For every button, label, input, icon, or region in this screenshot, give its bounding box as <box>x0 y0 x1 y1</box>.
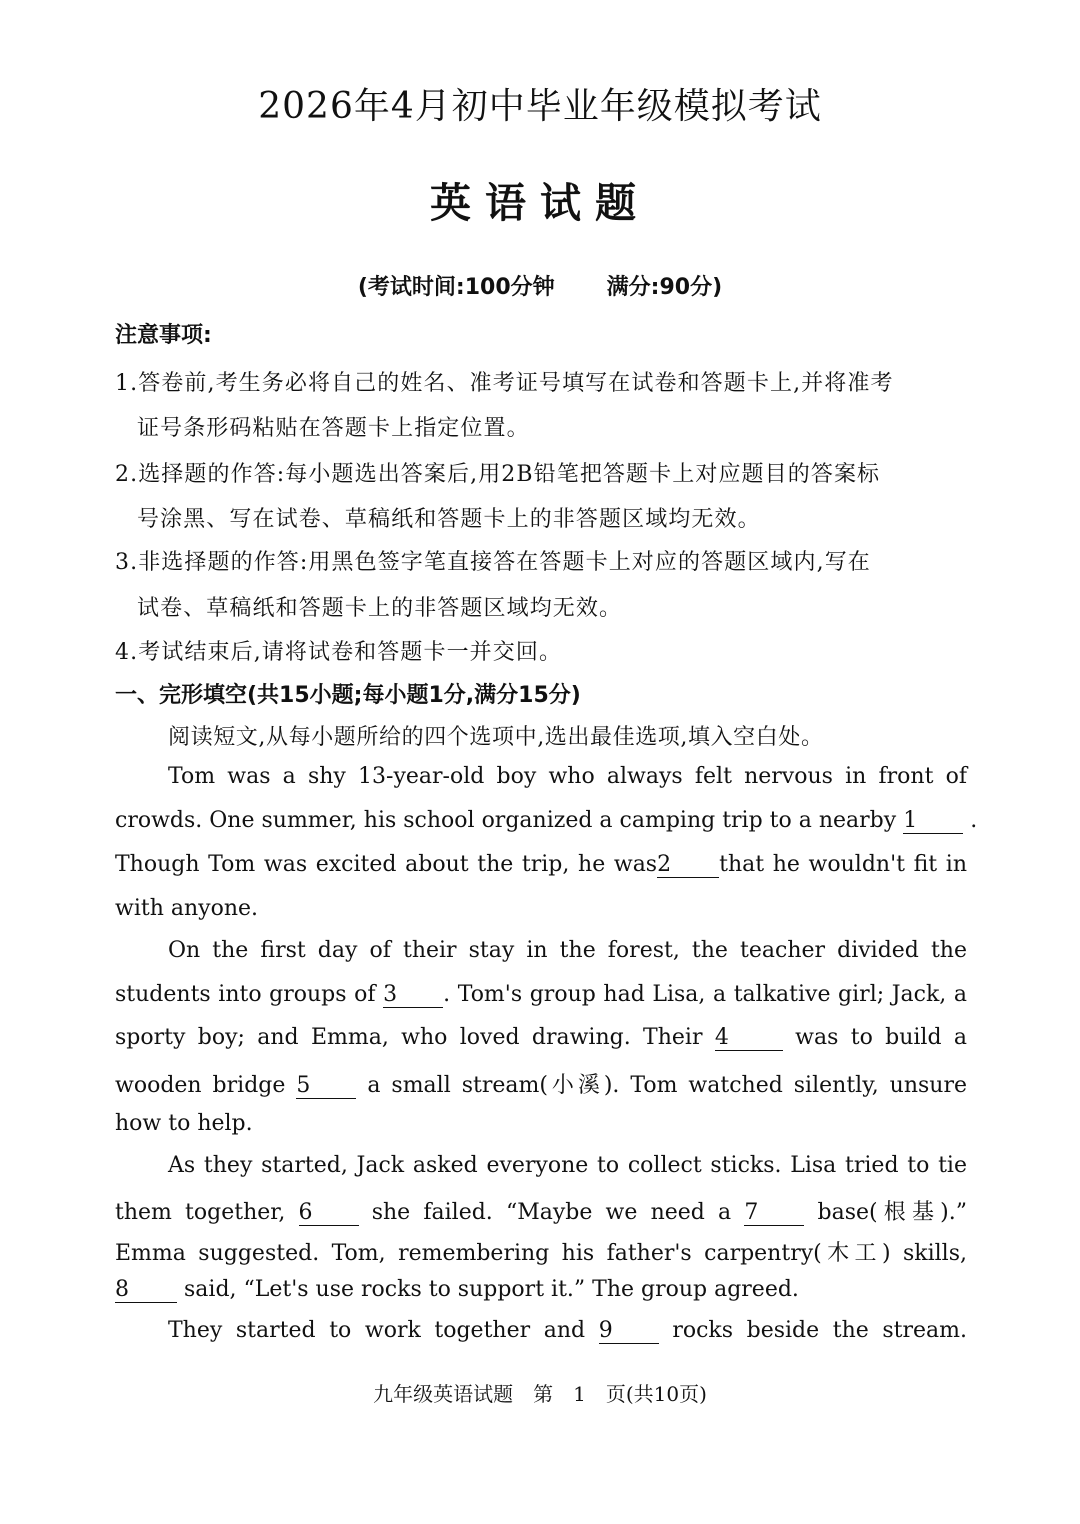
notice-item-1-cont: 证号条形码粘贴在答题卡上指定位置。 <box>137 416 530 441</box>
page-footer: 九年级英语试题 第 1 页(共10页) <box>373 1382 707 1406</box>
notice-item-3: 3.非选择题的作答:用黑色签字笔直接答在答题卡上对应的答题区域内,写在 <box>115 550 871 575</box>
notice-item-1: 1.答卷前,考生务必将自己的姓名、准考证号填写在试卷和答题卡上,并将准考 <box>115 371 894 396</box>
blank-1: 1 <box>903 809 963 834</box>
notice-heading: 注意事项: <box>115 323 212 348</box>
passage-line: students into groups of 3 . Tom's group had Lisa, a talkative girl; Jack, a <box>115 982 968 1007</box>
blank-5: 5 <box>296 1074 356 1099</box>
notice-item-3-cont: 试卷、草稿纸和答题卡上的非答题区域均无效。 <box>137 596 623 621</box>
passage-line: 8 said, “Let's use rocks to support it.” The group agreed. <box>115 1277 799 1302</box>
passage-line: They started to work together and 9 rocks beside the stream. <box>168 1318 968 1343</box>
blank-3: 3 <box>383 983 443 1008</box>
section-heading: 一、完形填空(共15小题;每小题1分,满分15分) <box>115 683 581 708</box>
passage-line: Though Tom was excited about the trip, he was2 that he wouldn't fit in <box>115 852 967 877</box>
passage-line: As they started, Jack asked everyone to collect sticks. Lisa tried to tie <box>168 1153 967 1178</box>
blank-4: 4 <box>715 1026 783 1051</box>
section-instruction: 阅读短文,从每小题所给的四个选项中,选出最佳选项,填入空白处。 <box>168 725 824 750</box>
passage-line: crowds. One summer, his school organized a camping trip to a nearby 1 . <box>115 808 978 833</box>
blank-7: 7 <box>744 1201 804 1226</box>
passage-line: On the first day of their stay in the forest, the teacher divided the <box>168 938 967 963</box>
notice-item-4: 4.考试结束后,请将试卷和答题卡一并交回。 <box>115 640 563 665</box>
exam-time: (考试时间:100分钟 <box>357 275 555 300</box>
passage-line: Tom was a shy 13-year-old boy who always felt nervous in front of <box>168 764 967 789</box>
full-score: 满分:90分) <box>606 275 723 300</box>
notice-item-2: 2.选择题的作答:每小题选出答案后,用2B铅笔把答题卡上对应题目的答案标 <box>115 462 881 487</box>
passage-line: with anyone. <box>115 896 259 921</box>
blank-2: 2 <box>657 853 719 878</box>
notice-item-2-cont: 号涂黑、写在试卷、草稿纸和答题卡上的非答题区域均无效。 <box>137 507 761 532</box>
passage-line: them together, 6 she failed. “Maybe we need a 7 base(根基).” <box>115 1200 967 1225</box>
passage-line: how to help. <box>115 1111 253 1136</box>
blank-6: 6 <box>299 1201 359 1226</box>
exam-info <box>0 270 1080 301</box>
exam-title: 2026年4月初中毕业年级模拟考试 <box>258 86 822 127</box>
passage-line: sporty boy; and Emma, who loved drawing. Their 4 was to build a <box>115 1025 968 1050</box>
passage-line: wooden bridge 5 a small stream(小溪). Tom watched silently, unsure <box>115 1073 967 1098</box>
blank-8: 8 <box>115 1278 177 1303</box>
blank-9: 9 <box>599 1319 659 1344</box>
subject-title: 英语试题 <box>430 179 650 227</box>
passage-line: Emma suggested. Tom, remembering his father's carpentry(木工) skills, <box>115 1241 967 1266</box>
